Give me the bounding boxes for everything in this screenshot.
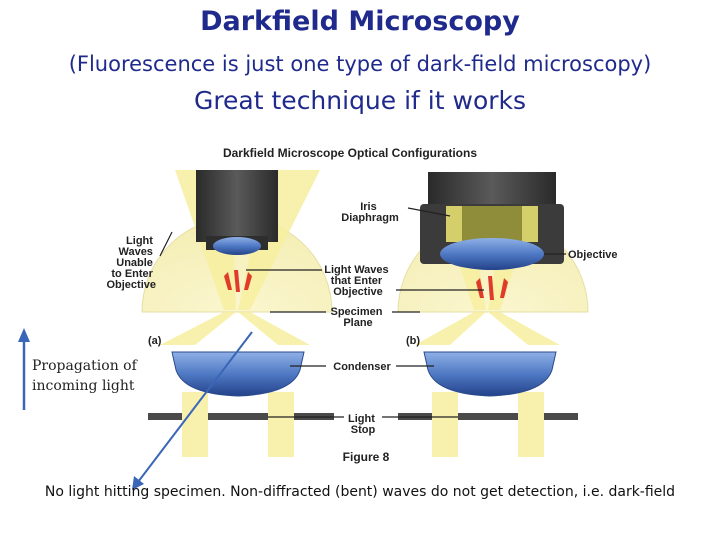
light-stop-a-center [208, 413, 268, 420]
svg-text:Objective: Objective [568, 249, 618, 261]
svg-text:Condenser: Condenser [333, 361, 391, 373]
objective-body-a [196, 170, 278, 242]
panel-a [142, 170, 334, 457]
slide-subtitle: (Fluorescence is just one type of dark-field microscopy) [68, 52, 652, 76]
light-beam-a-bottom-left [182, 392, 208, 457]
condenser-b [424, 352, 556, 396]
objective-body-b [428, 172, 556, 208]
ray-arrows-a [224, 270, 252, 292]
light-beam-b-bottom-left [432, 392, 458, 457]
figure-title: Darkfield Microscope Optical Configurations [222, 146, 478, 160]
objective-lens-b [440, 238, 544, 270]
light-beam-b-bottom-right [518, 392, 544, 457]
figure-caption: Figure 8 [342, 450, 390, 464]
light-beam-b-lower-right [488, 312, 560, 345]
label-condenser [290, 361, 434, 373]
iris-diaphragm-inner-b [462, 206, 522, 242]
slide-title: Darkfield Microscopy [200, 6, 520, 37]
panel-b [398, 172, 588, 457]
arrow-up-icon [18, 328, 30, 410]
svg-text:Light Stop: Light Stop [348, 413, 376, 436]
light-beam-a-lower-right [238, 312, 310, 345]
light-beam-a-bottom-right [268, 392, 294, 457]
light-stop-a-left [148, 413, 182, 420]
svg-text:Light Waves that Enter: Light Waves that Enter Objective [324, 264, 389, 298]
propagation-note: Propagation of incoming light [30, 356, 146, 396]
light-stop-b-center [458, 413, 518, 420]
label-light-stop [268, 413, 458, 436]
light-beam-a-lower-left [160, 312, 236, 345]
light-stop-b-right [544, 413, 578, 420]
condenser-a [172, 352, 304, 396]
light-beam-b-lower-left [415, 312, 486, 345]
objective-lens-a [213, 237, 261, 255]
panel-a-label: (a) [148, 335, 162, 347]
svg-text:Iris Diaphragm: Iris Diaphragm [341, 201, 399, 224]
panel-b-label: (b) [406, 335, 421, 347]
svg-text:Light Waves Unable: Light Waves Unable to Enter Objective [106, 235, 156, 291]
slide-tagline: Great technique if it works [193, 86, 527, 115]
bottom-note: No light hitting specimen. Non-diffracted (bent) waves do not get detection, i.e. dark-field [44, 484, 676, 500]
svg-text:Specimen Plane: Specimen Plane [330, 306, 383, 329]
